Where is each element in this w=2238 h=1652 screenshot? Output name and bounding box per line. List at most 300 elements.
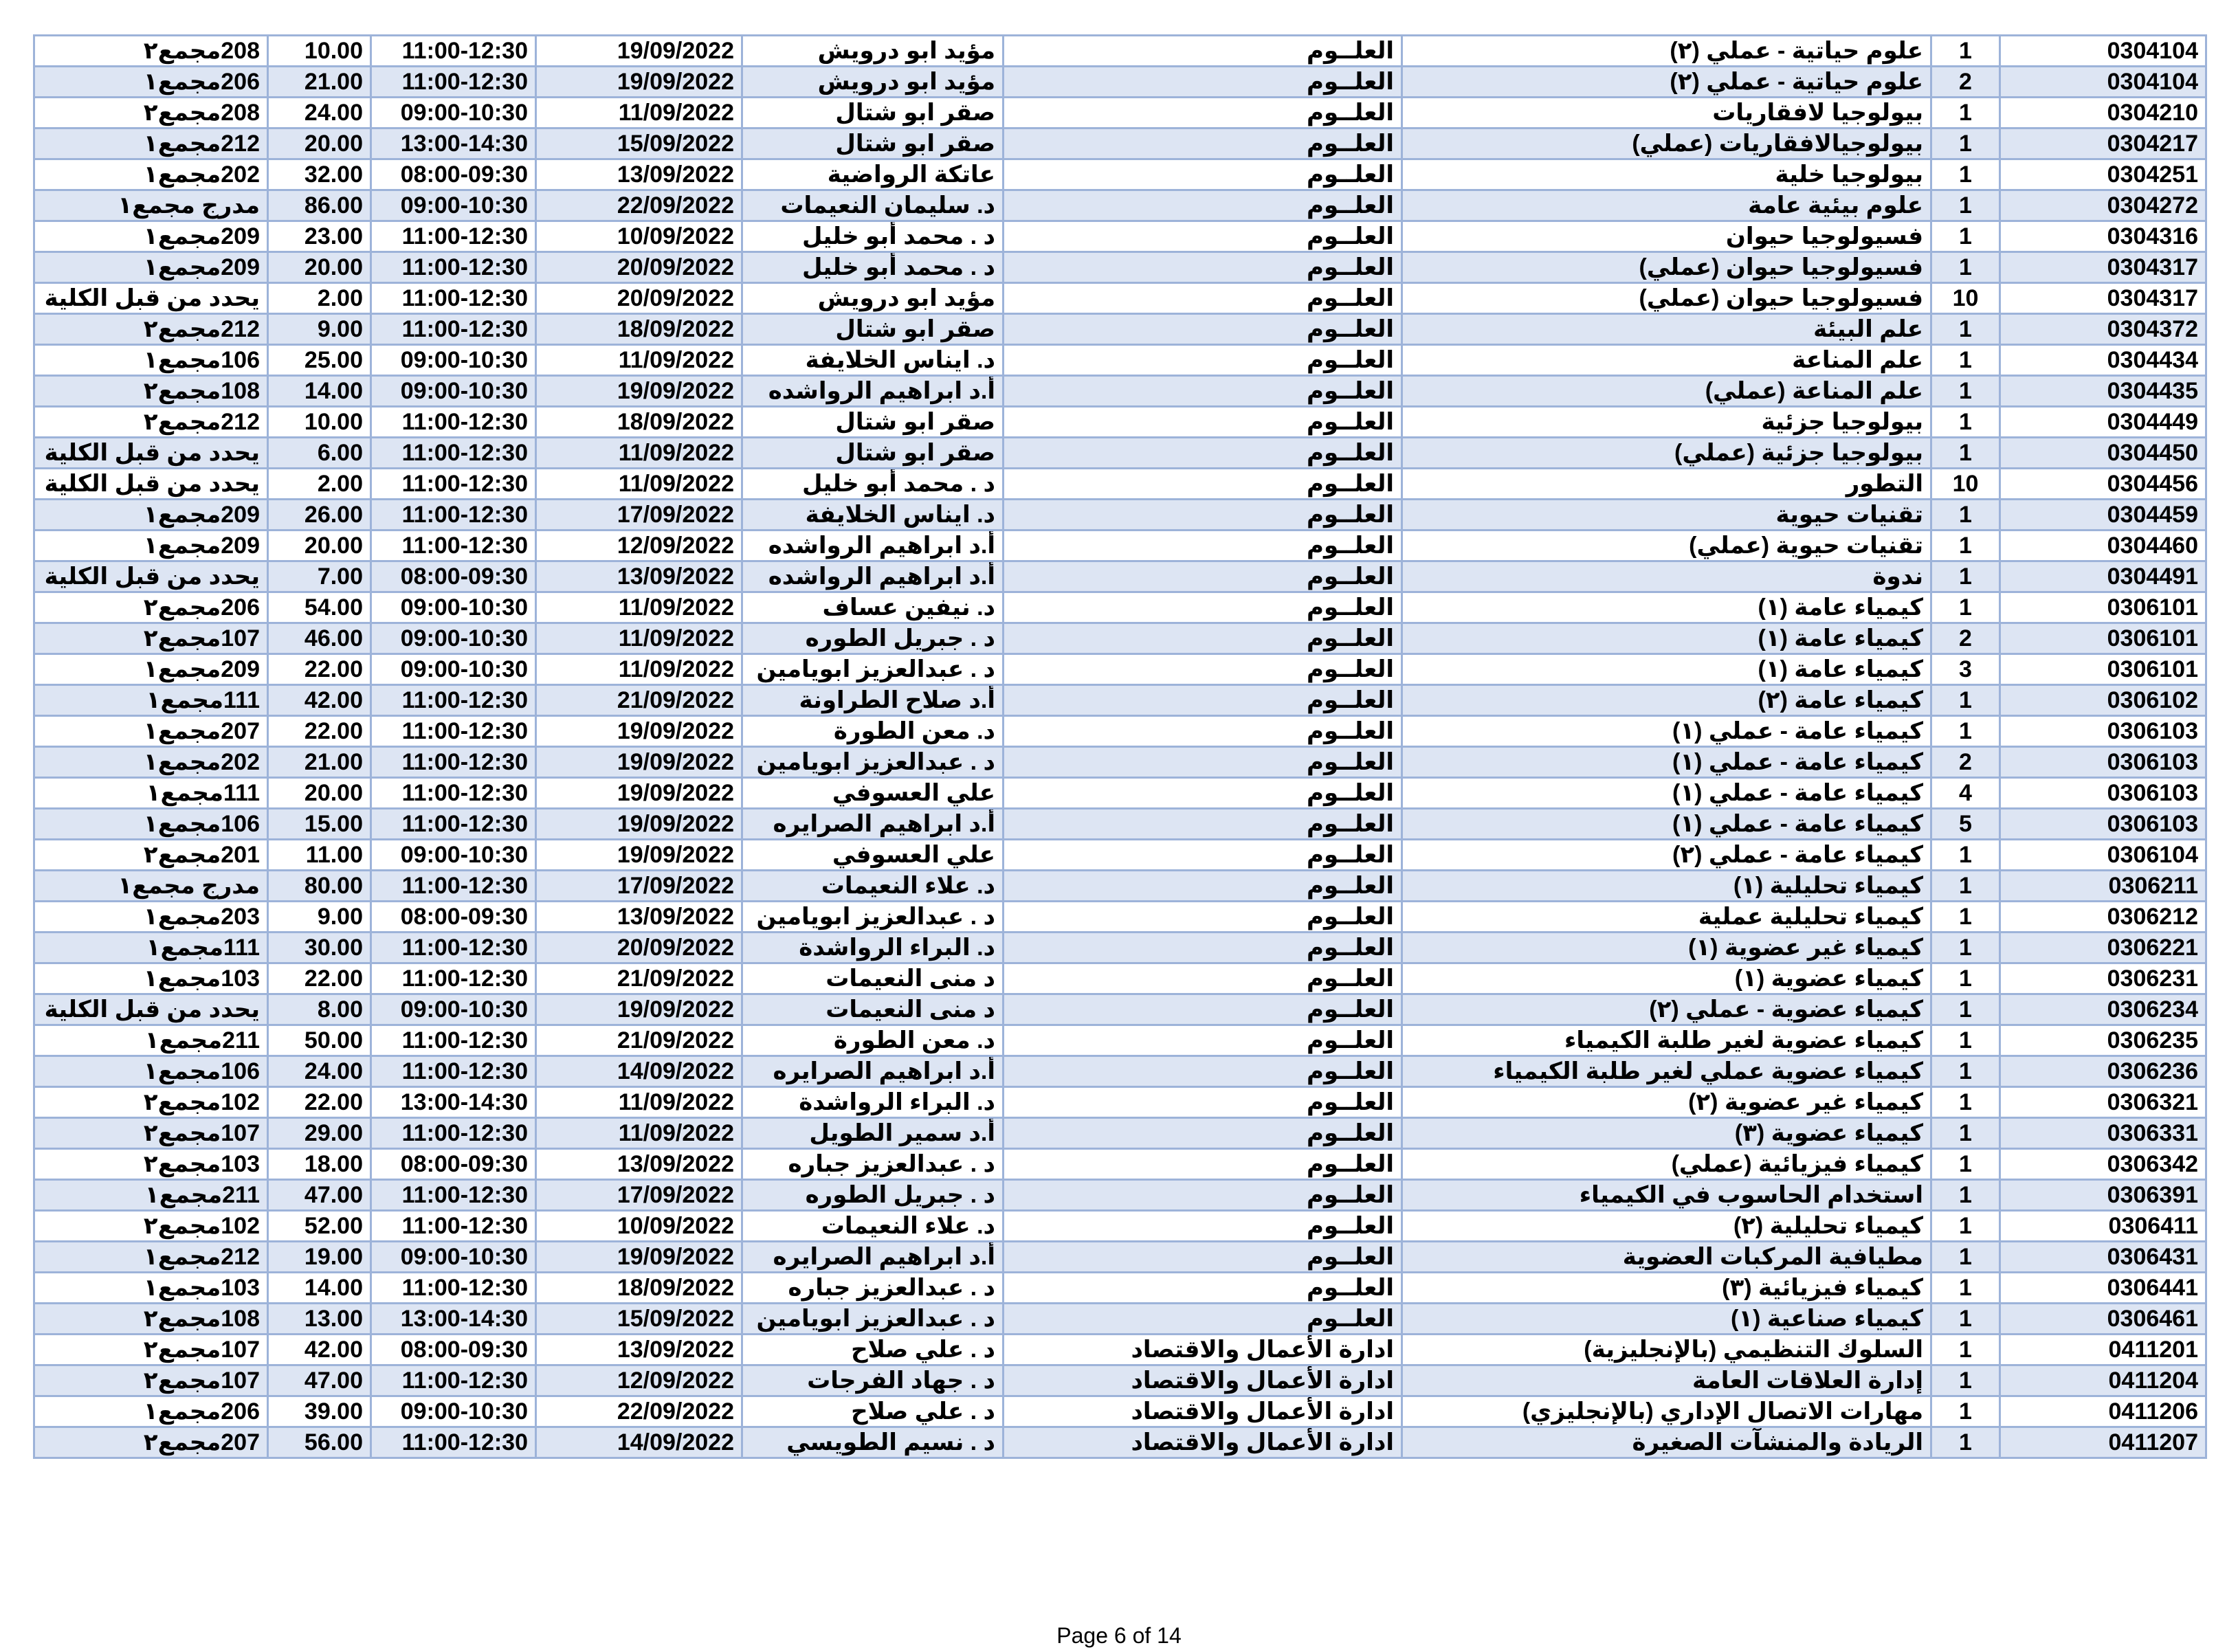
hall-cell: 211مجمع١ [34, 1025, 268, 1056]
table-row [34, 98, 2206, 129]
hall-cell: 208مجمع٢ [34, 98, 268, 129]
section-cell: 1 [1931, 994, 2000, 1025]
date-cell: 20/09/2022 [536, 283, 742, 314]
instructor-cell: عاتكة الرواضية [742, 159, 1004, 190]
instructor-cell: د. نيفين عساف [742, 592, 1004, 623]
instructor-cell: د. البراء الرواشدة [742, 933, 1004, 963]
date-cell: 11/09/2022 [536, 623, 742, 654]
instructor-cell: د . عبدالعزيز ابويامين [742, 902, 1004, 933]
hall-cell: يحدد من قبل الكلية [34, 438, 268, 469]
course-name-cell: كيمياء عامة - عملي (١) [1402, 747, 1931, 778]
faculty-cell: العلــوم [1004, 1211, 1402, 1242]
course-code-cell: 0306104 [2000, 840, 2206, 871]
student-count-cell: 11.00 [268, 840, 371, 871]
hall-cell: 206مجمع١ [34, 67, 268, 98]
hall-cell: 108مجمع٢ [34, 376, 268, 407]
faculty-cell: العلــوم [1004, 469, 1402, 500]
instructor-cell: علي العسوفي [742, 840, 1004, 871]
table-row [34, 871, 2206, 902]
course-code-cell: 0306231 [2000, 963, 2206, 994]
course-code-cell: 0304460 [2000, 531, 2206, 561]
course-code-cell: 0304449 [2000, 407, 2206, 438]
section-cell: 1 [1931, 592, 2000, 623]
table-row [34, 1180, 2206, 1211]
date-cell: 13/09/2022 [536, 159, 742, 190]
instructor-cell: مؤيد ابو درويش [742, 67, 1004, 98]
table-row [34, 1273, 2206, 1304]
faculty-cell: العلــوم [1004, 36, 1402, 67]
course-name-cell: كيمياء غير عضوية (١) [1402, 933, 1931, 963]
time-cell: 11:00-12:30 [371, 778, 536, 809]
faculty-cell: العلــوم [1004, 716, 1402, 747]
faculty-cell: العلــوم [1004, 1149, 1402, 1180]
date-cell: 20/09/2022 [536, 933, 742, 963]
course-code-cell: 0304210 [2000, 98, 2206, 129]
section-cell: 1 [1931, 716, 2000, 747]
course-code-cell: 0304317 [2000, 283, 2206, 314]
course-name-cell: كيمياء عضوية عملي لغير طلبة الكيمياء [1402, 1056, 1931, 1087]
course-name-cell: بيولوجيا لافقاريات [1402, 98, 1931, 129]
course-name-cell: ندوة [1402, 561, 1931, 592]
table-row [34, 1242, 2206, 1273]
course-name-cell: كيمياء عامة - عملي (١) [1402, 716, 1931, 747]
table-row [34, 623, 2206, 654]
table-row [34, 561, 2206, 592]
course-code-cell: 0306411 [2000, 1211, 2206, 1242]
course-name-cell: تقنيات حيوية [1402, 500, 1931, 531]
time-cell: 08:00-09:30 [371, 1335, 536, 1365]
student-count-cell: 10.00 [268, 407, 371, 438]
date-cell: 19/09/2022 [536, 36, 742, 67]
faculty-cell: العلــوم [1004, 592, 1402, 623]
hall-cell: 111مجمع١ [34, 685, 268, 716]
instructor-cell: د. معن الطورة [742, 1025, 1004, 1056]
hall-cell: 202مجمع١ [34, 159, 268, 190]
date-cell: 18/09/2022 [536, 407, 742, 438]
faculty-cell: العلــوم [1004, 840, 1402, 871]
student-count-cell: 20.00 [268, 252, 371, 283]
date-cell: 10/09/2022 [536, 1211, 742, 1242]
faculty-cell: العلــوم [1004, 747, 1402, 778]
date-cell: 11/09/2022 [536, 592, 742, 623]
date-cell: 15/09/2022 [536, 1304, 742, 1335]
student-count-cell: 21.00 [268, 67, 371, 98]
course-code-cell: 0306101 [2000, 623, 2206, 654]
faculty-cell: العلــوم [1004, 1087, 1402, 1118]
faculty-cell: العلــوم [1004, 314, 1402, 345]
course-name-cell: فسيولوجيا حيوان [1402, 221, 1931, 252]
instructor-cell: د. علاء النعيمات [742, 871, 1004, 902]
student-count-cell: 14.00 [268, 1273, 371, 1304]
time-cell: 09:00-10:30 [371, 623, 536, 654]
time-cell: 11:00-12:30 [371, 36, 536, 67]
course-name-cell: كيمياء عضوية (٣) [1402, 1118, 1931, 1149]
student-count-cell: 8.00 [268, 994, 371, 1025]
instructor-cell: أ.د ابراهيم الصرايره [742, 809, 1004, 840]
course-code-cell: 0411206 [2000, 1396, 2206, 1427]
student-count-cell: 86.00 [268, 190, 371, 221]
course-code-cell: 0304317 [2000, 252, 2206, 283]
student-count-cell: 15.00 [268, 809, 371, 840]
time-cell: 11:00-12:30 [371, 747, 536, 778]
date-cell: 21/09/2022 [536, 963, 742, 994]
table-row [34, 531, 2206, 561]
student-count-cell: 56.00 [268, 1427, 371, 1458]
student-count-cell: 13.00 [268, 1304, 371, 1335]
course-name-cell: بيولوجيا خلية [1402, 159, 1931, 190]
section-cell: 1 [1931, 1427, 2000, 1458]
course-name-cell: كيمياء غير عضوية (٢) [1402, 1087, 1931, 1118]
date-cell: 19/09/2022 [536, 716, 742, 747]
student-count-cell: 50.00 [268, 1025, 371, 1056]
date-cell: 19/09/2022 [536, 809, 742, 840]
time-cell: 09:00-10:30 [371, 1242, 536, 1273]
course-name-cell: علوم بيئية عامة [1402, 190, 1931, 221]
date-cell: 22/09/2022 [536, 190, 742, 221]
table-row [34, 592, 2206, 623]
faculty-cell: العلــوم [1004, 252, 1402, 283]
instructor-cell: أ.د ابراهيم الرواشده [742, 561, 1004, 592]
instructor-cell: د . عبدالعزيز جباره [742, 1149, 1004, 1180]
section-cell: 1 [1931, 1335, 2000, 1365]
student-count-cell: 21.00 [268, 747, 371, 778]
time-cell: 11:00-12:30 [371, 500, 536, 531]
faculty-cell: العلــوم [1004, 561, 1402, 592]
table-row [34, 67, 2206, 98]
time-cell: 13:00-14:30 [371, 1304, 536, 1335]
time-cell: 08:00-09:30 [371, 902, 536, 933]
section-cell: 2 [1931, 623, 2000, 654]
instructor-cell: د. علاء النعيمات [742, 1211, 1004, 1242]
student-count-cell: 2.00 [268, 469, 371, 500]
time-cell: 11:00-12:30 [371, 283, 536, 314]
time-cell: 09:00-10:30 [371, 994, 536, 1025]
course-name-cell: مهارات الاتصال الإداري (بالإنجليزي) [1402, 1396, 1931, 1427]
course-name-cell: كيمياء عامة - عملي (١) [1402, 778, 1931, 809]
table-row [34, 407, 2206, 438]
section-cell: 1 [1931, 1304, 2000, 1335]
instructor-cell: د . عبدالعزيز ابويامين [742, 654, 1004, 685]
time-cell: 09:00-10:30 [371, 1396, 536, 1427]
course-name-cell: الريادة والمنشآت الصغيرة [1402, 1427, 1931, 1458]
instructor-cell: صقر ابو شتال [742, 129, 1004, 159]
course-code-cell: 0306101 [2000, 654, 2206, 685]
faculty-cell: العلــوم [1004, 994, 1402, 1025]
hall-cell: مدرج مجمع١ [34, 871, 268, 902]
section-cell: 1 [1931, 1149, 2000, 1180]
course-name-cell: استخدام الحاسوب في الكيمياء [1402, 1180, 1931, 1211]
course-name-cell: علم المناعة (عملي) [1402, 376, 1931, 407]
table-row [34, 1087, 2206, 1118]
course-name-cell: فسيولوجيا حيوان (عملي) [1402, 283, 1931, 314]
date-cell: 17/09/2022 [536, 500, 742, 531]
faculty-cell: العلــوم [1004, 1180, 1402, 1211]
student-count-cell: 52.00 [268, 1211, 371, 1242]
table-row [34, 36, 2206, 67]
table-row [34, 1118, 2206, 1149]
course-name-cell: التطور [1402, 469, 1931, 500]
table-row [34, 994, 2206, 1025]
date-cell: 14/09/2022 [536, 1056, 742, 1087]
table-row [34, 716, 2206, 747]
instructor-cell: د . محمد أبو خليل [742, 252, 1004, 283]
course-code-cell: 0306461 [2000, 1304, 2206, 1335]
hall-cell: 107مجمع٢ [34, 1118, 268, 1149]
section-cell: 1 [1931, 129, 2000, 159]
section-cell: 3 [1931, 654, 2000, 685]
hall-cell: يحدد من قبل الكلية [34, 561, 268, 592]
instructor-cell: مؤيد ابو درويش [742, 283, 1004, 314]
student-count-cell: 29.00 [268, 1118, 371, 1149]
instructor-cell: د . جبريل الطوره [742, 623, 1004, 654]
table-row [34, 1025, 2206, 1056]
hall-cell: 207مجمع٢ [34, 1427, 268, 1458]
student-count-cell: 22.00 [268, 963, 371, 994]
faculty-cell: العلــوم [1004, 685, 1402, 716]
section-cell: 10 [1931, 283, 2000, 314]
instructor-cell: صقر ابو شتال [742, 407, 1004, 438]
table-row [34, 685, 2206, 716]
faculty-cell: ادارة الأعمال والاقتصاد [1004, 1335, 1402, 1365]
student-count-cell: 10.00 [268, 36, 371, 67]
instructor-cell: د . جهاد الفرجات [742, 1365, 1004, 1396]
hall-cell: 209مجمع١ [34, 500, 268, 531]
time-cell: 11:00-12:30 [371, 1118, 536, 1149]
course-code-cell: 0306212 [2000, 902, 2206, 933]
date-cell: 11/09/2022 [536, 438, 742, 469]
section-cell: 1 [1931, 933, 2000, 963]
table-body [34, 36, 2206, 1458]
time-cell: 11:00-12:30 [371, 252, 536, 283]
student-count-cell: 24.00 [268, 98, 371, 129]
section-cell: 1 [1931, 1211, 2000, 1242]
instructor-cell: د. ايناس الخلايفة [742, 345, 1004, 376]
student-count-cell: 47.00 [268, 1180, 371, 1211]
instructor-cell: د . عبدالعزيز ابويامين [742, 747, 1004, 778]
date-cell: 19/09/2022 [536, 840, 742, 871]
instructor-cell: أ.د ابراهيم الرواشده [742, 376, 1004, 407]
course-name-cell: كيمياء تحليلية (٢) [1402, 1211, 1931, 1242]
section-cell: 1 [1931, 98, 2000, 129]
date-cell: 14/09/2022 [536, 1427, 742, 1458]
student-count-cell: 54.00 [268, 592, 371, 623]
student-count-cell: 7.00 [268, 561, 371, 592]
page-footer: Page 6 of 14 [1056, 1623, 1182, 1648]
section-cell: 1 [1931, 159, 2000, 190]
student-count-cell: 80.00 [268, 871, 371, 902]
time-cell: 11:00-12:30 [371, 67, 536, 98]
course-name-cell: كيمياء عضوية (١) [1402, 963, 1931, 994]
section-cell: 1 [1931, 314, 2000, 345]
hall-cell: 212مجمع٢ [34, 407, 268, 438]
course-code-cell: 0306211 [2000, 871, 2206, 902]
date-cell: 13/09/2022 [536, 902, 742, 933]
time-cell: 11:00-12:30 [371, 809, 536, 840]
time-cell: 09:00-10:30 [371, 376, 536, 407]
faculty-cell: العلــوم [1004, 871, 1402, 902]
date-cell: 11/09/2022 [536, 1087, 742, 1118]
hall-cell: مدرج مجمع١ [34, 190, 268, 221]
student-count-cell: 20.00 [268, 778, 371, 809]
course-code-cell: 0304104 [2000, 67, 2206, 98]
table-row [34, 1056, 2206, 1087]
course-code-cell: 0304459 [2000, 500, 2206, 531]
time-cell: 09:00-10:30 [371, 98, 536, 129]
instructor-cell: د . عبدالعزيز جباره [742, 1273, 1004, 1304]
course-code-cell: 0306431 [2000, 1242, 2206, 1273]
time-cell: 09:00-10:30 [371, 190, 536, 221]
course-name-cell: مطيافية المركبات العضوية [1402, 1242, 1931, 1273]
hall-cell: 211مجمع١ [34, 1180, 268, 1211]
table-row [34, 159, 2206, 190]
section-cell: 1 [1931, 871, 2000, 902]
course-code-cell: 0304491 [2000, 561, 2206, 592]
faculty-cell: ادارة الأعمال والاقتصاد [1004, 1365, 1402, 1396]
student-count-cell: 25.00 [268, 345, 371, 376]
student-count-cell: 20.00 [268, 531, 371, 561]
faculty-cell: العلــوم [1004, 1056, 1402, 1087]
section-cell: 1 [1931, 1365, 2000, 1396]
course-code-cell: 0304104 [2000, 36, 2206, 67]
course-name-cell: بيولوجيا جزئية (عملي) [1402, 438, 1931, 469]
date-cell: 13/09/2022 [536, 1149, 742, 1180]
hall-cell: 203مجمع١ [34, 902, 268, 933]
faculty-cell: العلــوم [1004, 654, 1402, 685]
hall-cell: 111مجمع١ [34, 933, 268, 963]
faculty-cell: العلــوم [1004, 1242, 1402, 1273]
section-cell: 1 [1931, 531, 2000, 561]
hall-cell: 212مجمع١ [34, 1242, 268, 1273]
student-count-cell: 23.00 [268, 221, 371, 252]
student-count-cell: 9.00 [268, 902, 371, 933]
instructor-cell: د . عبدالعزيز ابويامين [742, 1304, 1004, 1335]
hall-cell: 206مجمع٢ [34, 592, 268, 623]
table-row [34, 283, 2206, 314]
course-name-cell: علوم حياتية - عملي (٢) [1402, 36, 1931, 67]
hall-cell: 107مجمع٢ [34, 623, 268, 654]
section-cell: 5 [1931, 809, 2000, 840]
course-name-cell: السلوك التنظيمي (بالإنجليزية) [1402, 1335, 1931, 1365]
course-code-cell: 0304450 [2000, 438, 2206, 469]
course-name-cell: كيمياء فيزيائية (عملي) [1402, 1149, 1931, 1180]
course-code-cell: 0411201 [2000, 1335, 2206, 1365]
time-cell: 11:00-12:30 [371, 933, 536, 963]
date-cell: 19/09/2022 [536, 778, 742, 809]
date-cell: 11/09/2022 [536, 98, 742, 129]
table-row [34, 747, 2206, 778]
student-count-cell: 24.00 [268, 1056, 371, 1087]
time-cell: 11:00-12:30 [371, 1427, 536, 1458]
time-cell: 11:00-12:30 [371, 1273, 536, 1304]
section-cell: 2 [1931, 747, 2000, 778]
table-row [34, 840, 2206, 871]
student-count-cell: 32.00 [268, 159, 371, 190]
instructor-cell: علي العسوفي [742, 778, 1004, 809]
faculty-cell: العلــوم [1004, 345, 1402, 376]
table-row [34, 129, 2206, 159]
hall-cell: يحدد من قبل الكلية [34, 283, 268, 314]
date-cell: 15/09/2022 [536, 129, 742, 159]
course-code-cell: 0306331 [2000, 1118, 2206, 1149]
date-cell: 13/09/2022 [536, 561, 742, 592]
student-count-cell: 9.00 [268, 314, 371, 345]
course-code-cell: 0306441 [2000, 1273, 2206, 1304]
course-name-cell: كيمياء فيزيائية (٣) [1402, 1273, 1931, 1304]
section-cell: 1 [1931, 36, 2000, 67]
student-count-cell: 14.00 [268, 376, 371, 407]
course-code-cell: 0304272 [2000, 190, 2206, 221]
hall-cell: 207مجمع١ [34, 716, 268, 747]
student-count-cell: 22.00 [268, 654, 371, 685]
section-cell: 1 [1931, 1180, 2000, 1211]
course-code-cell: 0306342 [2000, 1149, 2206, 1180]
faculty-cell: العلــوم [1004, 623, 1402, 654]
faculty-cell: العلــوم [1004, 902, 1402, 933]
faculty-cell: العلــوم [1004, 438, 1402, 469]
course-code-cell: 0306101 [2000, 592, 2206, 623]
time-cell: 09:00-10:30 [371, 840, 536, 871]
course-name-cell: فسيولوجيا حيوان (عملي) [1402, 252, 1931, 283]
time-cell: 11:00-12:30 [371, 685, 536, 716]
course-code-cell: 0306236 [2000, 1056, 2206, 1087]
table-row [34, 963, 2206, 994]
table-row [34, 500, 2206, 531]
course-code-cell: 0306102 [2000, 685, 2206, 716]
date-cell: 19/09/2022 [536, 67, 742, 98]
table-row [34, 345, 2206, 376]
date-cell: 11/09/2022 [536, 469, 742, 500]
section-cell: 1 [1931, 685, 2000, 716]
student-count-cell: 18.00 [268, 1149, 371, 1180]
instructor-cell: د . علي صلاح [742, 1396, 1004, 1427]
section-cell: 1 [1931, 963, 2000, 994]
course-name-cell: علوم حياتية - عملي (٢) [1402, 67, 1931, 98]
hall-cell: 102مجمع٢ [34, 1211, 268, 1242]
hall-cell: 106مجمع١ [34, 345, 268, 376]
time-cell: 11:00-12:30 [371, 438, 536, 469]
hall-cell: 209مجمع١ [34, 531, 268, 561]
course-name-cell: كيمياء عضوية لغير طلبة الكيمياء [1402, 1025, 1931, 1056]
course-name-cell: علم البيئة [1402, 314, 1931, 345]
section-cell: 1 [1931, 1273, 2000, 1304]
hall-cell: 212مجمع٢ [34, 314, 268, 345]
section-cell: 1 [1931, 1087, 2000, 1118]
instructor-cell: د . محمد أبو خليل [742, 469, 1004, 500]
hall-cell: 103مجمع١ [34, 1273, 268, 1304]
hall-cell: 106مجمع١ [34, 809, 268, 840]
student-count-cell: 19.00 [268, 1242, 371, 1273]
student-count-cell: 42.00 [268, 1335, 371, 1365]
course-name-cell: إدارة العلاقات العامة [1402, 1365, 1931, 1396]
course-name-cell: كيمياء عامة (٢) [1402, 685, 1931, 716]
hall-cell: يحدد من قبل الكلية [34, 469, 268, 500]
section-cell: 1 [1931, 1056, 2000, 1087]
section-cell: 1 [1931, 561, 2000, 592]
hall-cell: 206مجمع١ [34, 1396, 268, 1427]
section-cell: 1 [1931, 407, 2000, 438]
hall-cell: 106مجمع١ [34, 1056, 268, 1087]
date-cell: 20/09/2022 [536, 252, 742, 283]
instructor-cell: صقر ابو شتال [742, 314, 1004, 345]
table-row [34, 1149, 2206, 1180]
faculty-cell: العلــوم [1004, 221, 1402, 252]
time-cell: 09:00-10:30 [371, 592, 536, 623]
instructor-cell: د منى النعيمات [742, 963, 1004, 994]
time-cell: 13:00-14:30 [371, 129, 536, 159]
date-cell: 12/09/2022 [536, 1365, 742, 1396]
date-cell: 19/09/2022 [536, 747, 742, 778]
hall-cell: 202مجمع١ [34, 747, 268, 778]
